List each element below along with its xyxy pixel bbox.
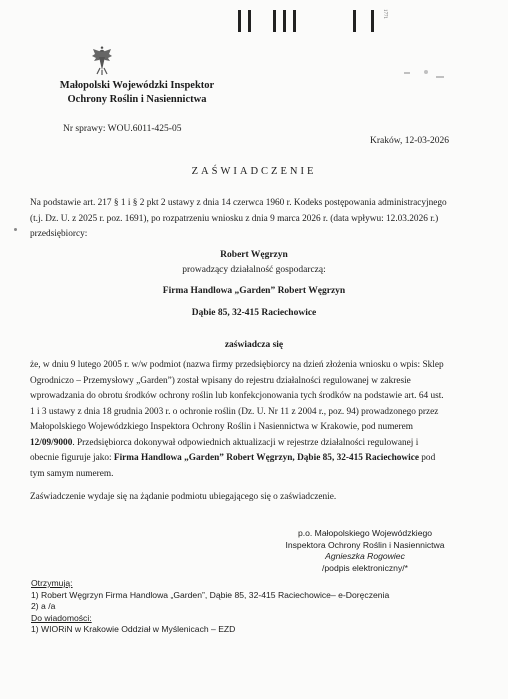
scan-mark [238,10,241,32]
scan-smudge [424,70,428,74]
entrepreneur-name: Robert Węgrzyn [220,250,288,260]
org-line-1: Małopolski Wojewódzki Inspektor [59,80,215,91]
signature-note: /podpis elektroniczny/* [322,562,408,573]
entrepreneur-activity: prowadzący działalność gospodarczą: [182,265,326,275]
scan-smudge [436,76,444,78]
stamp-number: 1771 [382,9,387,19]
document-title: ZAŚWIADCZENIE [191,166,317,177]
org-line-2: Ochrony Roślin i Nasiennictwa [67,94,207,105]
scan-mark [248,10,251,32]
place-and-date: Kraków, 12-03-2026 [370,136,450,146]
body-line-1: że, w dniu 9 lutego 2005 r. w/w podmiot (nazwa firmy przedsiębiorcy na dzień złożenia wniosku o wpis: Sklep [30,360,444,370]
intro-line-2: (t.j. Dz. U. z 2025 r. poz. 1691), po rozpatrzeniu wniosku z dnia 9 marca 2026 r. (data wpływu: 12.03.2026 r.) [30,213,439,224]
scan-mark [283,10,286,32]
polish-eagle-emblem-icon [91,44,113,76]
scan-mark [293,10,296,32]
case-reference: Nr sprawy: WOU.6011-425-05 [63,124,182,134]
issuer-organization [32,79,242,107]
body-line-8: tym samym numerem. [30,468,114,479]
signature-line-2: Inspektora Ochrony Roślin i Nasiennictwa [285,539,445,550]
body-line-4: 1 i 3 ustawy z dnia 18 grudnia 2003 r. o ochronie roślin (Dz. U. Nr 11 z 2004 r., poz. 94) prowadzonego przez [30,406,439,417]
body-line-5: Małopolskiego Wojewódzkiego Inspektora Ochrony Roślin i Nasiennictwa w Krakowie, pod numerem [30,422,414,432]
signature-block [240,528,490,574]
recipients-header: Otrzymują: [31,578,73,588]
scan-mark [353,10,356,32]
body-line-3: wprowadzania do obrotu środków ochrony roślin lub konfekcjonowania tych środków na podstawie art. 64 ust. [30,391,444,401]
recipient-item-1: 1) Robert Węgrzyn Firma Handlowa „Garden”, Dąbie 85, 32-415 Raciechowice– e-Doręczenia [31,589,390,600]
scan-dot [14,228,17,231]
body-line-6-rest: . Przedsiębiorca dokonywał odpowiednich aktualizacji w rejestrze działalności regulowanej i [72,437,419,448]
information-item-1: 1) WIORiN w Krakowie Oddział w Myślenicach – EZD [31,624,236,635]
body-line-7 [30,451,466,467]
intro-line-3: przedsiębiorcy: [30,229,88,239]
body-line-2: Ogrodniczo – Przemysłowy „Garden”) został wpisany do rejestru działalności regulowanej w zakresie [30,375,411,386]
company-address: Dąbie 85, 32-415 Raciechowice [191,308,317,318]
scan-smudge [404,72,410,74]
signature-line-1: p.o. Małopolskiego Wojewódzkiego [297,528,433,538]
for-information-header: Do wiadomości: [31,612,92,623]
main-paragraph [30,358,466,482]
signatory-name: Agnieszka Rogowiec [325,551,405,561]
recipient-item-2: 2) a /a [31,601,56,612]
closing-sentence: Zaświadczenie wydaje się na żądanie podmiotu ubiegającego się o zaświadczenie. [30,492,337,502]
company-name: Firma Handlowa „Garden” Robert Węgrzyn [162,286,346,296]
body-line-6 [30,436,466,452]
current-registered-name: Firma Handlowa „Garden” Robert Węgrzyn, Dąbie 85, 32-415 Raciechowice [113,453,419,463]
distribution-list [31,578,389,636]
scan-mark [371,10,374,32]
body-line-7-suffix: pod [421,453,436,463]
registry-number: 12/09/9000 [30,437,73,448]
certifies-heading: zaświadcza się [224,340,284,350]
scan-mark [273,10,276,32]
intro-paragraph [30,196,466,243]
intro-line-1: Na podstawie art. 217 § 1 i § 2 pkt 2 ustawy z dnia 14 czerwca 1960 r. Kodeks postępowania administracyjnego [30,198,447,208]
body-line-7-prefix: obecnie figuruje jako: [30,453,112,463]
